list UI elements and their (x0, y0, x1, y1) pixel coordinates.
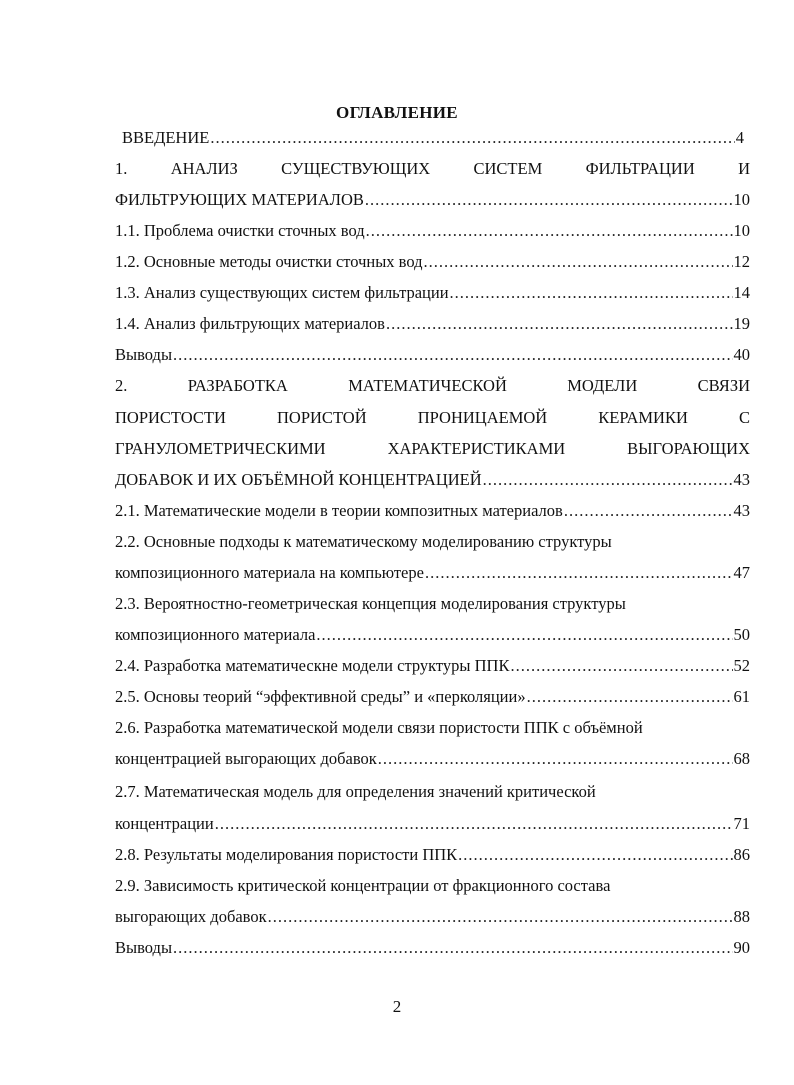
page-number: 2 (392, 997, 402, 1016)
toc-leader-dots (173, 343, 732, 367)
toc-chapter-1-line-1: 1. АНАЛИЗ СУЩЕСТВУЮЩИХ СИСТЕМ ФИЛЬТРАЦИИ И (115, 159, 750, 178)
toc-entry-2-9-line-1: 2.9. Зависимость критической концентрации от фракционного состава (115, 876, 611, 895)
toc-entry-text: Выводы (115, 938, 173, 957)
toc-entry-2-9-line-2 (115, 905, 750, 929)
toc-entry-2-3-line-2 (115, 623, 750, 647)
toc-entry-page: 10 (733, 221, 750, 240)
toc-entry-conclusions-2 (115, 936, 750, 960)
toc-entry-1-2 (115, 250, 750, 274)
toc-entry-page: 71 (733, 814, 750, 833)
toc-entry-page: 14 (733, 283, 750, 302)
toc-entry-text: ВВЕДЕНИЕ (122, 128, 210, 147)
toc-entry-1-3 (115, 281, 750, 305)
toc-entry-1-1 (115, 219, 750, 243)
toc-chapter-2-line-1: 2. РАЗРАБОТКА МАТЕМАТИЧЕСКОЙ МОДЕЛИ СВЯЗИ (115, 376, 750, 395)
toc-entry-page: 12 (733, 252, 750, 271)
toc-chapter-2-line-2: ПОРИСТОСТИ ПОРИСТОЙ ПРОНИЦАЕМОЙ КЕРАМИКИ С (115, 408, 750, 427)
toc-chapter-2-line-4 (115, 468, 750, 492)
toc-entry-page: 47 (733, 563, 750, 582)
toc-entry-page: 10 (733, 190, 750, 209)
toc-entry-text: 1.3. Анализ существующих систем фильтрации (115, 283, 449, 302)
toc-entry-text: ФИЛЬТРУЮЩИХ МАТЕРИАЛОВ (115, 190, 364, 209)
toc-leader-dots (424, 250, 733, 274)
toc-leader-dots (425, 561, 733, 585)
toc-entry-2-7-line-2 (115, 812, 750, 836)
toc-entry-2-5 (115, 685, 750, 709)
toc-entry-page: 68 (733, 749, 750, 768)
toc-entry-text: 1.2. Основные методы очистки сточных вод (115, 252, 423, 271)
toc-leader-dots (268, 905, 733, 929)
toc-leader-dots (365, 188, 733, 212)
toc-entry-2-7-line-1: 2.7. Математическая модель для определения значений критической (115, 782, 596, 801)
toc-leader-dots (527, 685, 733, 709)
toc-leader-dots (316, 623, 732, 647)
toc-entry-text: 2.5. Основы теорий “эффективной среды” и «перколяции» (115, 687, 526, 706)
toc-leader-dots (366, 219, 733, 243)
toc-entry-2-6-line-1: 2.6. Разработка математической модели связи пористости ППК с объёмной (115, 718, 643, 737)
toc-entry-text: композиционного материала на компьютере (115, 563, 424, 582)
toc-entry-page: 61 (733, 687, 750, 706)
toc-leader-dots (378, 747, 733, 771)
toc-entry-text: выгорающих добавок (115, 907, 267, 926)
toc-leader-dots (386, 312, 733, 336)
toc-entry-2-8 (115, 843, 750, 867)
toc-leader-dots (215, 812, 733, 836)
toc-entry-1-4 (115, 312, 750, 336)
toc-entry-page: 86 (733, 845, 750, 864)
toc-leader-dots (173, 936, 732, 960)
toc-chapter-2-line-3: ГРАНУЛОМЕТРИЧЕСКИМИ ХАРАКТЕРИСТИКАМИ ВЫГОРАЮЩИХ (115, 439, 750, 458)
toc-entry-conclusions-1 (115, 343, 750, 367)
toc-leader-dots (564, 499, 733, 523)
toc-entry-page: 19 (733, 314, 750, 333)
toc-entry-intro (122, 126, 744, 150)
toc-entry-page: 88 (733, 907, 750, 926)
toc-entry-page: 43 (733, 470, 750, 489)
toc-entry-text: 2.1. Математические модели в теории композитных материалов (115, 501, 563, 520)
toc-entry-page: 52 (733, 656, 750, 675)
toc-entry-page: 90 (733, 938, 750, 957)
toc-entry-page: 50 (733, 625, 750, 644)
toc-leader-dots (510, 654, 732, 678)
toc-entry-text: ДОБАВОК И ИХ ОБЪЁМНОЙ КОНЦЕНТРАЦИЕЙ (115, 470, 482, 489)
toc-entry-2-4 (115, 654, 750, 678)
toc-entry-2-2-line-1: 2.2. Основные подходы к математическому моделированию структуры (115, 532, 612, 551)
toc-entry-text: концентрации (115, 814, 214, 833)
toc-leader-dots (483, 468, 733, 492)
toc-entry-text: концентрацией выгорающих добавок (115, 749, 377, 768)
toc-entry-text: 2.8. Результаты моделирования пористости ППК (115, 845, 458, 864)
toc-entry-2-6-line-2 (115, 747, 750, 771)
toc-entry-page: 4 (735, 128, 744, 147)
toc-leader-dots (458, 843, 732, 867)
toc-entry-2-3-line-1: 2.3. Вероятностно-геометрическая концепция моделирования структуры (115, 594, 626, 613)
toc-leader-dots (210, 126, 734, 150)
toc-entry-text: композиционного материала (115, 625, 316, 644)
toc-entry-2-2-line-2 (115, 561, 750, 585)
toc-leader-dots (450, 281, 733, 305)
toc-entry-text: Выводы (115, 345, 173, 364)
toc-entry-page: 40 (733, 345, 750, 364)
toc-entry-2-1 (115, 499, 750, 523)
toc-title: ОГЛАВЛЕНИЕ (336, 103, 458, 122)
toc-entry-text: 1.1. Проблема очистки сточных вод (115, 221, 365, 240)
toc-chapter-1-line-2 (115, 188, 750, 212)
toc-entry-text: 2.4. Разработка математическне модели структуры ППК (115, 656, 510, 675)
toc-entry-page: 43 (733, 501, 750, 520)
toc-entry-text: 1.4. Анализ фильтрующих материалов (115, 314, 385, 333)
